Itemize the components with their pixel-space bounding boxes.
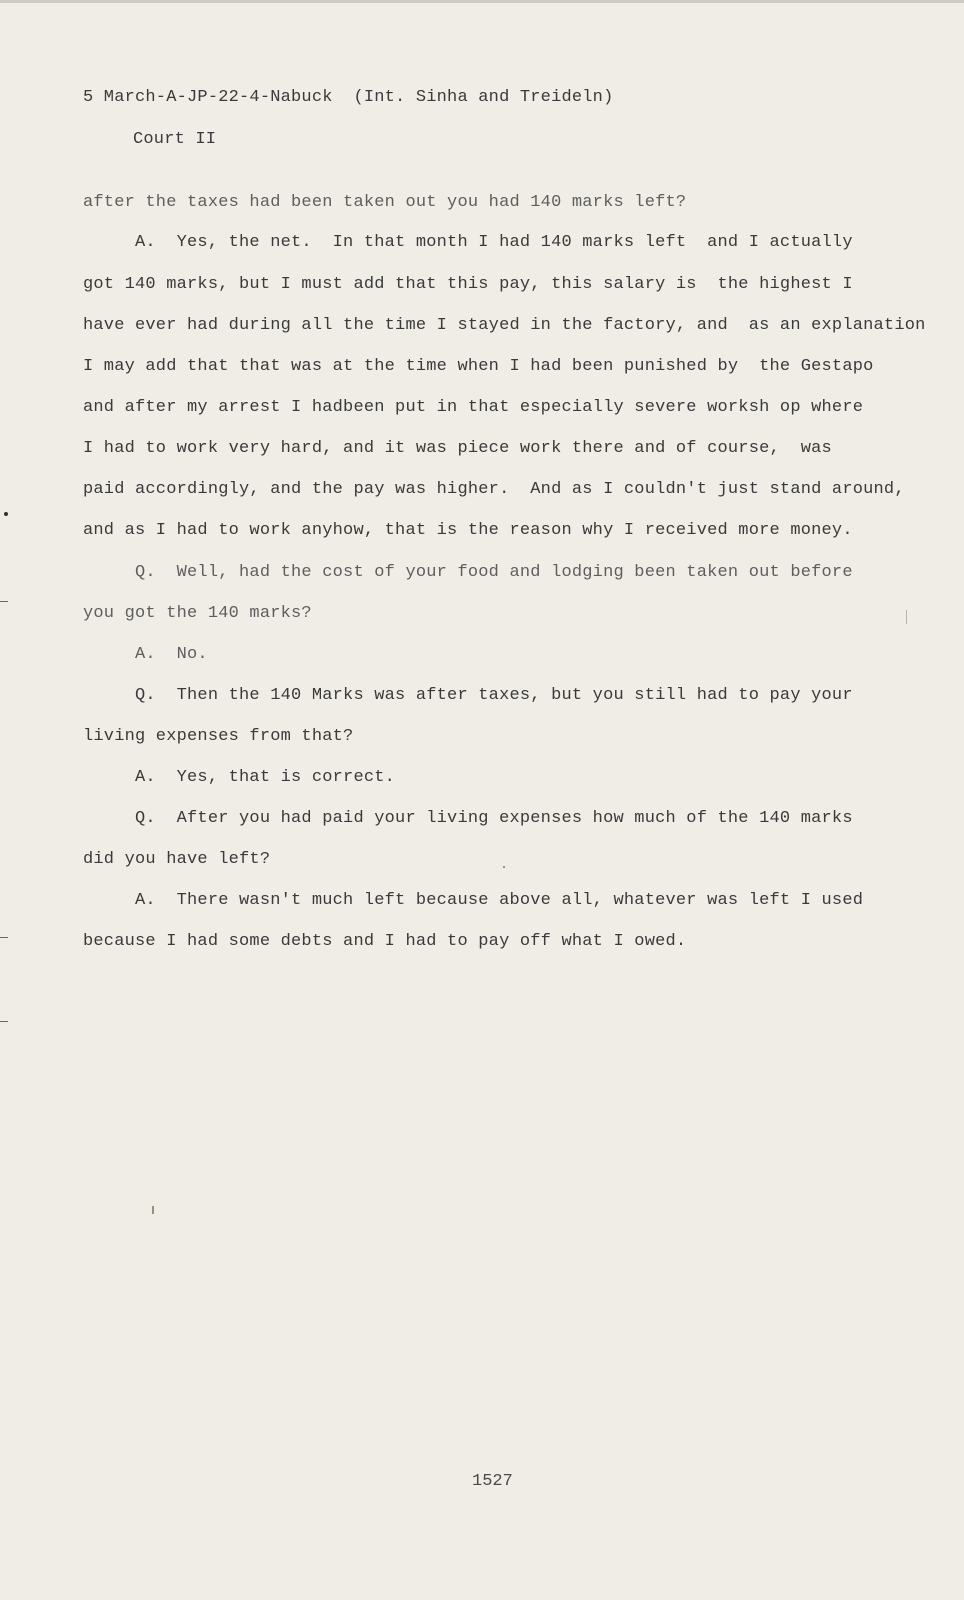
page-number: 1527 [472, 1472, 513, 1491]
transcript-line: paid accordingly, and the pay was higher. And as I couldn't just stand around, [83, 480, 905, 499]
transcript-line: Q. After you had paid your living expenses how much of the 140 marks [83, 809, 853, 828]
margin-tick [0, 601, 8, 602]
transcript-line: A. Yes, that is correct. [83, 768, 396, 787]
transcript-line: and as I had to work anyhow, that is the reason why I received more money. [83, 521, 853, 540]
transcript-line: and after my arrest I hadbeen put in that especially severe worksh op where [83, 398, 864, 417]
transcript-line: did you have left? [83, 850, 271, 869]
transcript-line: A. No. [83, 645, 208, 664]
paper-speck [503, 866, 505, 868]
transcript-line: I had to work very hard, and it was piece work there and of course, was [83, 439, 832, 458]
transcript-line: you got the 140 marks? [83, 604, 312, 623]
transcript-line: A. There wasn't much left because above all, whatever was left I used [83, 891, 864, 910]
margin-rule [906, 610, 907, 624]
transcript-line: Q. Well, had the cost of your food and lodging been taken out before [83, 563, 853, 582]
margin-tick [0, 1021, 8, 1022]
court-label: Court II [133, 130, 217, 149]
punch-hole-mark [4, 512, 8, 516]
transcript-line: Q. Then the 140 Marks was after taxes, but you still had to pay your [83, 686, 853, 705]
paper-speck [152, 1206, 154, 1214]
transcript-line: have ever had during all the time I stayed in the factory, and as an explanation [83, 316, 926, 335]
margin-tick [0, 937, 8, 938]
document-header: 5 March-A-JP-22-4-Nabuck (Int. Sinha and Treideln) [83, 88, 614, 107]
transcript-line: living expenses from that? [83, 727, 354, 746]
transcript-line: after the taxes had been taken out you had 140 marks left? [83, 193, 687, 212]
transcript-line: I may add that that was at the time when I had been punished by the Gestapo [83, 357, 874, 376]
page-top-edge [0, 0, 964, 3]
transcript-line: A. Yes, the net. In that month I had 140 marks left and I actually [83, 233, 853, 252]
transcript-line: got 140 marks, but I must add that this pay, this salary is the highest I [83, 275, 853, 294]
transcript-line: because I had some debts and I had to pay off what I owed. [83, 932, 687, 951]
